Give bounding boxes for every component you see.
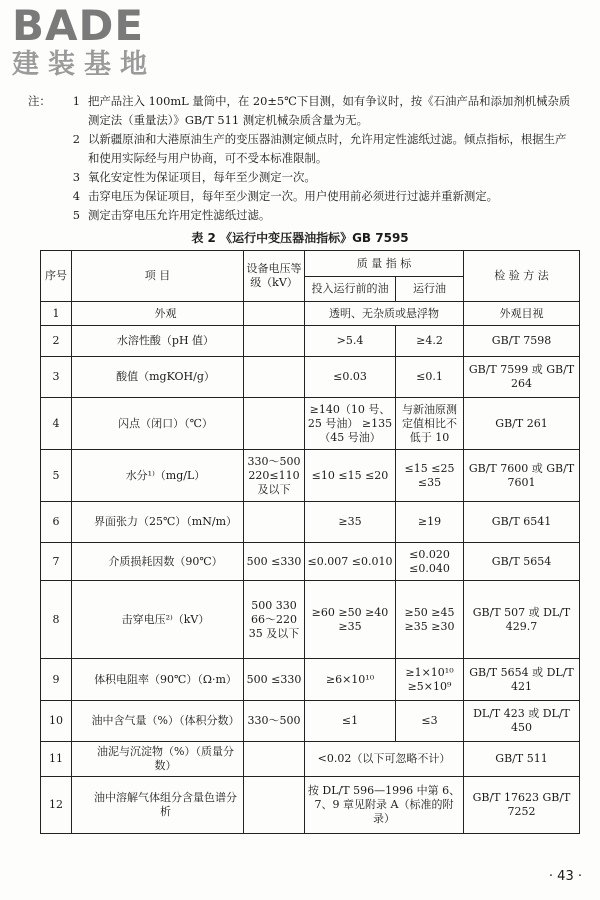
cell-grade [244,777,305,834]
header-no: 序号 [41,251,72,302]
cell-quality-merged: <0.02（以下可忽略不计） [305,742,464,777]
header-item: 项 目 [72,251,244,302]
cell-method: GB/T 7599 或 GB/T 264 [464,357,580,398]
cell-method: GB/T 6541 [464,502,580,543]
header-grade: 设备电压等级（kV） [244,251,305,302]
cell-before: ≤0.007 ≤0.010 [305,543,396,581]
table-row [41,302,580,326]
cell-method: GB/T 5654 或 DL/T 421 [464,659,580,701]
cell-quality-merged: 透明、无杂质或悬浮物 [305,302,464,326]
cell-before: ≤0.03 [305,357,396,398]
cell-grade: 330～500 220≤110 及以下 [244,450,305,502]
notes-section [28,92,576,225]
cell-before: ≥140（10 号、25 号油） ≥135（45 号油） [305,398,396,450]
cell-item: 闪点（闭口）（℃） [72,398,244,450]
table-row [41,398,580,450]
cell-running: ≥1×10¹⁰ ≥5×10⁹ [396,659,464,701]
table-row [41,777,580,834]
cell-before: ≤10 ≤15 ≤20 [305,450,396,502]
header-quality: 质 量 指 标 [305,251,464,277]
cell-running: ≤0.1 [396,357,464,398]
cell-item: 水分¹⁾（mg/L） [72,450,244,502]
note-number: 4 [72,189,80,203]
cell-no: 9 [41,659,72,701]
cell-no: 3 [41,357,72,398]
bade-logo [12,1,182,86]
cell-grade [244,502,305,543]
cell-item: 击穿电压²⁾（kV） [72,581,244,659]
cell-no: 6 [41,502,72,543]
cell-no: 5 [41,450,72,502]
cell-item: 体积电阻率（90℃）（Ω·m） [72,659,244,701]
cell-running: ≤3 [396,701,464,742]
note-number: 1 [72,94,80,108]
cell-no: 10 [41,701,72,742]
note-text: 以新疆原油和大港原油生产的变压器油测定倾点时，允许用定性滤纸过滤。倾点指标，根据生产和使用实际经与用户协商，可不受本标准限制。 [88,132,567,165]
cell-grade [244,302,305,326]
note-number: 2 [72,132,80,146]
note-text: 击穿电压为保证项目，每年至少测定一次。用户使用前必须进行过滤并重新测定。 [88,189,499,203]
note-number: 5 [72,208,80,222]
cell-no: 4 [41,398,72,450]
cell-no: 2 [41,326,72,357]
cell-grade: 500 330 66～220 35 及以下 [244,581,305,659]
cell-grade: 500 ≤330 [244,659,305,701]
table-row [41,742,580,777]
note-text: 把产品注入 100mL 量筒中，在 20±5℃下目测，如有争议时，按《石油产品和添加剂机械杂质测定法（重量法）》GB/T 511 测定机械杂质含量为无。 [88,94,571,127]
cell-item: 酸值（mgKOH/g） [72,357,244,398]
cell-grade [244,357,305,398]
cell-before: ≥35 [305,502,396,543]
table-row [41,659,580,701]
cell-item: 水溶性酸（pH 值） [72,326,244,357]
header-running: 运行油 [396,277,464,302]
logo-chinese: 建装基地 [12,49,156,80]
cell-method: GB/T 17623 GB/T 7252 [464,777,580,834]
table-row [41,701,580,742]
cell-method: DL/T 423 或 DL/T 450 [464,701,580,742]
page-number: · 43 · [548,869,582,884]
cell-item: 介质损耗因数（90℃） [72,543,244,581]
cell-running: ≥19 [396,502,464,543]
cell-running: ≥50 ≥45 ≥35 ≥30 [396,581,464,659]
cell-item: 油泥与沉淀物（%）（质量分数） [72,742,244,777]
logo-letters: BADE [12,1,145,50]
cell-grade [244,742,305,777]
cell-before: ≥6×10¹⁰ [305,659,396,701]
header-method: 检 验 方 法 [464,251,580,302]
table-row [41,581,580,659]
note-text: 氧化安定性为保证项目，每年至少测定一次。 [88,170,316,184]
cell-running: ≤0.020 ≤0.040 [396,543,464,581]
cell-running: ≤15 ≤25 ≤35 [396,450,464,502]
cell-before: >5.4 [305,326,396,357]
note-item [28,92,576,130]
cell-no: 8 [41,581,72,659]
header-before: 投入运行前的油 [305,277,396,302]
table-row [41,450,580,502]
table-row [41,502,580,543]
cell-grade [244,398,305,450]
table-row [41,357,580,398]
cell-method: 外观目视 [464,302,580,326]
cell-no: 7 [41,543,72,581]
cell-running: 与新油原测定值相比不低于 10 [396,398,464,450]
note-text: 测定击穿电压允许用定性滤纸过滤。 [88,208,271,222]
cell-grade: 500 ≤330 [244,543,305,581]
cell-no: 1 [41,302,72,326]
note-item [56,168,576,187]
cell-quality-merged: 按 DL/T 596—1996 中第 6、7、9 章见附录 A（标准的附录） [305,777,464,834]
cell-method: GB/T 7598 [464,326,580,357]
note-item [56,130,576,168]
cell-grade: 330～500 [244,701,305,742]
cell-running: ≥4.2 [396,326,464,357]
cell-no: 12 [41,777,72,834]
table-caption: 表 2 《运行中变压器油指标》GB 7595 [191,231,409,245]
transformer-oil-spec-table [40,250,580,834]
note-item [56,206,576,225]
cell-no: 11 [41,742,72,777]
table-row [41,326,580,357]
cell-method: GB/T 507 或 DL/T 429.7 [464,581,580,659]
cell-item: 外观 [72,302,244,326]
cell-before: ≤1 [305,701,396,742]
cell-item: 界面张力（25℃）（mN/m） [72,502,244,543]
cell-before: ≥60 ≥50 ≥40 ≥35 [305,581,396,659]
note-number: 3 [72,170,80,184]
cell-method: GB/T 261 [464,398,580,450]
table-row [41,543,580,581]
cell-item: 油中含气量（%）（体积分数） [72,701,244,742]
cell-method: GB/T 7600 或 GB/T 7601 [464,450,580,502]
cell-item: 油中溶解气体组分含量色谱分析 [72,777,244,834]
cell-method: GB/T 511 [464,742,580,777]
cell-method: GB/T 5654 [464,543,580,581]
table-header-row [41,251,580,277]
note-item [56,187,576,206]
cell-grade [244,326,305,357]
notes-label: 注： [28,94,51,108]
